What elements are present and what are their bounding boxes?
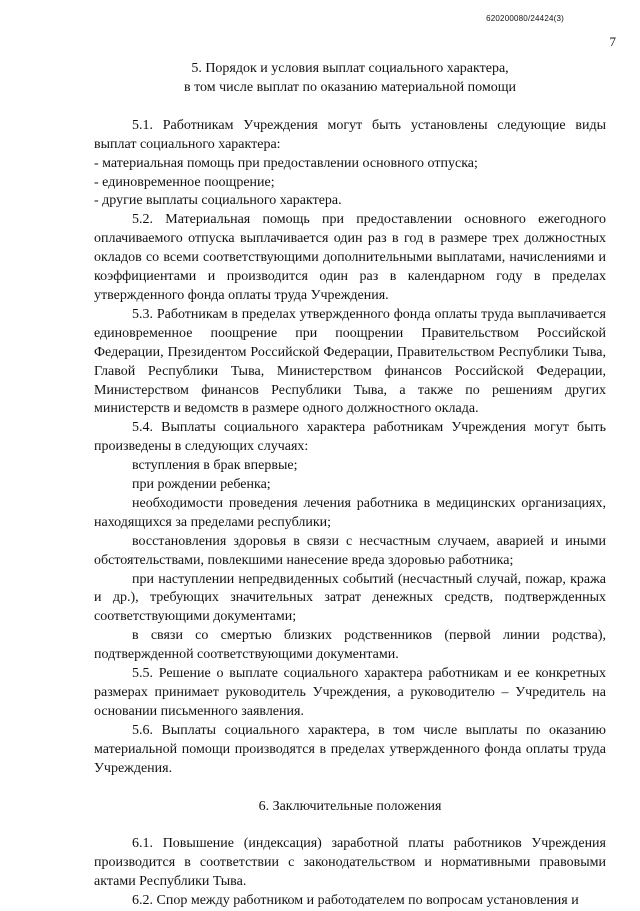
paragraph-5-3: 5.3. Работникам в пределах утвержденного фонда оплаты труда выплачивается единовременное поощрение при поощрении Правительством Российской Федерации, Президентом Российской Федерации, Правительством Республики Тыва, Главой Республики Тыва, Министерством финансов Российской Федерации, Министерством финансов Республики Тыва, а также по решениям других министерств и ведомств в размере одного должностного оклада. (94, 306, 606, 417)
paragraph-5-1: 5.1. Работникам Учреждения могут быть установлены следующие виды выплат социального характера: (94, 117, 606, 152)
case-item: при наступлении непредвиденных событий (несчастный случай, пожар, кража и др.), требующих значительных затрат денежных средств, подтвержденных соответствующими документами; (94, 571, 606, 625)
section-5-title-line-1: 5. Порядок и условия выплат социального характера, (191, 61, 509, 76)
paragraph-6-2: 6.2. Спор между работником и работодателем по вопросам установления и (132, 893, 579, 909)
case-item: необходимости проведения лечения работника в медицинских организациях, находящихся за пределами республики; (94, 495, 606, 530)
paragraph-6-1: 6.1. Повышение (индексация) заработной платы работников Учреждения производится в соответствии с законодательством и нормативными правовыми актами Республики Тыва. (94, 836, 606, 890)
case-item: вступления в брак впервые; (132, 458, 298, 474)
paragraph-5-5: 5.5. Решение о выплате социального характера работникам и ее конкретных размерах принимает руководитель Учреждения, а руководителю – Учредитель на основании письменного заявления. (94, 666, 606, 719)
paragraph-5-2: 5.2. Материальная помощь при предоставлении основного ежегодного оплачиваемого отпуска выплачивается один раз в год в размере трех должностных окладов со всеми соответствующими дополнительными выплатами, начислениями и коэффициентами и производится один раз в календарном году в пределах утвержденного фонда оплаты труда Учреждения. (94, 212, 606, 303)
list-item: - единовременное поощрение; (94, 174, 275, 190)
document-body (94, 60, 606, 911)
case-item: при рождении ребенка; (132, 477, 271, 493)
case-item: восстановления здоровья в связи с несчастным случаем, аварией и иными обстоятельствами, повлекшими нанесение вреда здоровью работника; (94, 533, 606, 568)
list-item: - материальная помощь при предоставлении основного отпуска; (94, 155, 478, 171)
section-5-title-line-2: в том числе выплат по оказанию материальной помощи (183, 79, 517, 95)
list-item: - другие выплаты социального характера. (94, 193, 342, 209)
section-6-title: 6. Заключительные положения (258, 798, 442, 814)
document-id: 620200080/24424(3) (486, 14, 564, 23)
paragraph-5-4: 5.4. Выплаты социального характера работникам Учреждения могут быть произведены в следующих случаях: (94, 420, 606, 455)
page-number: 7 (609, 34, 616, 49)
paragraph-5-6: 5.6. Выплаты социального характера, в том числе выплаты по оказанию материальной помощи производятся в пределах утвержденного фонда оплаты труда Учреждения. (94, 722, 606, 776)
case-item: в связи со смертью близких родственников (первой линии родства), подтвержденной соответствующими документами. (94, 628, 606, 663)
